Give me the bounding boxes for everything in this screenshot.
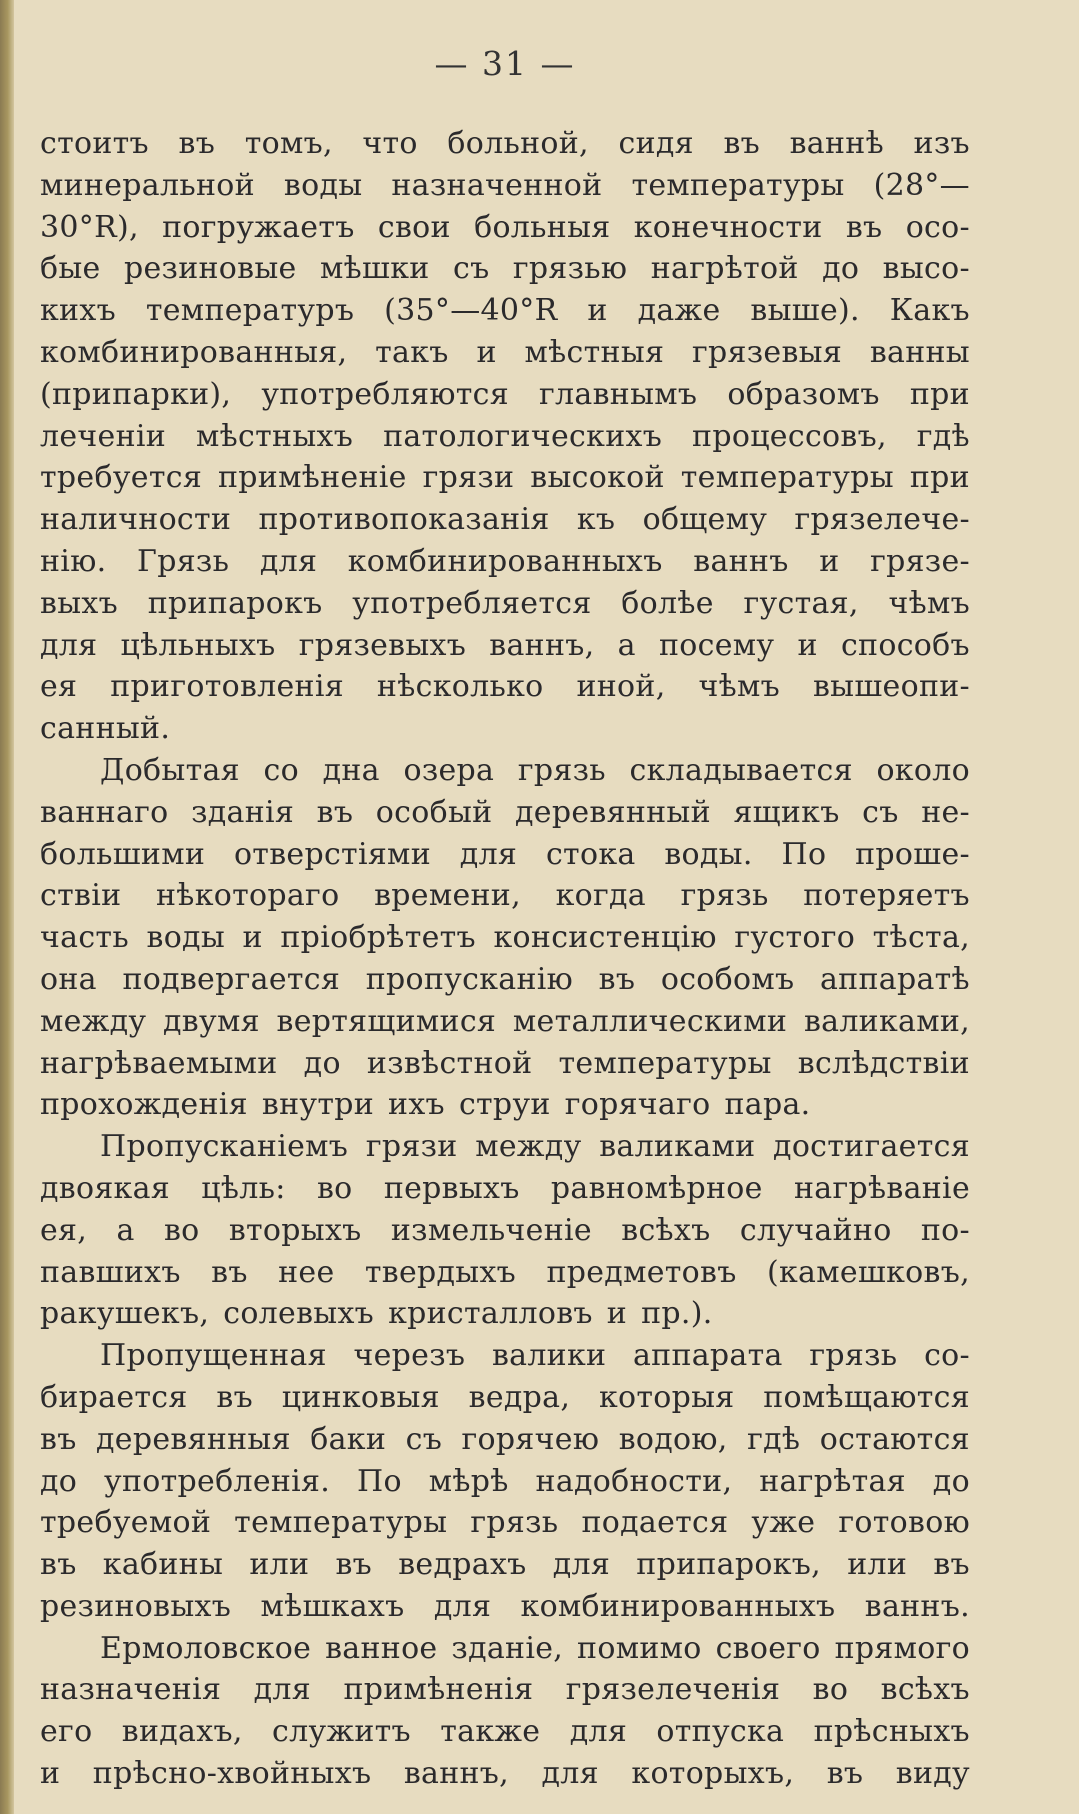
text-line: Пропущенная черезъ валики аппарата грязь со-: [100, 1338, 970, 1374]
text-line: большими отверстіями для стока воды. По проше-: [40, 836, 970, 872]
text-line: въ деревянныя баки съ горячею водою, гдѣ остаются: [40, 1421, 970, 1457]
text-line: наличности противопоказанія къ общему грязелече-: [40, 502, 970, 538]
text-line: выхъ припарокъ употребляется болѣе густая, чѣмъ: [40, 585, 970, 621]
text-line: между двумя вертящимися металлическими валиками,: [40, 1003, 970, 1039]
text-line: резиновыхъ мѣшкахъ для комбинированныхъ ваннъ.: [40, 1588, 970, 1624]
text-line: 30°R), погружаетъ свои больныя конечности въ осо-: [40, 209, 970, 245]
text-line: кихъ температуръ (35°—40°R и даже выше). Какъ: [40, 293, 970, 329]
text-line: санный.: [40, 711, 171, 747]
text-line: Ермоловское ванное зданіе, помимо своего прямого: [100, 1630, 970, 1666]
text-line: павшихъ въ нее твердыхъ предметовъ (камешковъ,: [40, 1254, 970, 1290]
book-page: [40, 0, 970, 1814]
text-line: минеральной воды назначенной температуры (28°—: [40, 167, 970, 203]
text-line: комбинированныя, такъ и мѣстныя грязевыя ванны: [40, 334, 970, 370]
text-line: до употребленія. По мѣрѣ надобности, нагрѣтая до: [40, 1463, 970, 1499]
text-line: ваннаго зданія въ особый деревянный ящикъ съ не-: [40, 794, 970, 830]
text-line: его видахъ, служитъ также для отпуска прѣсныхъ: [40, 1714, 970, 1750]
text-line: двоякая цѣль: во первыхъ равномѣрное нагрѣваніе: [40, 1170, 970, 1206]
text-line: бирается въ цинковыя ведра, которыя помѣщаются: [40, 1379, 970, 1415]
text-line: она подвергается пропусканію въ особомъ аппаратѣ: [40, 961, 970, 997]
page-binding-edge: [0, 0, 14, 1814]
page-number: — 31 —: [434, 44, 576, 83]
text-line: для цѣльныхъ грязевыхъ ваннъ, а посему и способъ: [40, 627, 970, 663]
text-line: прохожденія внутри ихъ струи горячаго пара.: [40, 1087, 811, 1123]
text-line: леченіи мѣстныхъ патологическихъ процессовъ, гдѣ: [40, 418, 970, 454]
text-line: ея, а во вторыхъ измельченіе всѣхъ случайно по-: [40, 1212, 970, 1248]
text-line: ствіи нѣкотораго времени, когда грязь потеряетъ: [40, 878, 970, 914]
text-line: и прѣсно-хвойныхъ ваннъ, для которыхъ, въ виду: [40, 1756, 970, 1792]
text-line: назначенія для примѣненія грязелеченія во всѣхъ: [40, 1672, 970, 1708]
text-line: ея приготовленія нѣсколько иной, чѣмъ вышеопи-: [40, 669, 970, 705]
text-line: (припарки), употребляются главнымъ образомъ при: [40, 376, 970, 412]
text-line: требуемой температуры грязь подается уже готовою: [40, 1505, 970, 1541]
text-line: Добытая со дна озера грязь складывается около: [100, 752, 970, 788]
text-line: стоитъ въ томъ, что больной, сидя въ ваннѣ изъ: [40, 126, 970, 161]
text-line: часть воды и пріобрѣтетъ консистенцію густого тѣста,: [40, 920, 970, 956]
text-line: ракушекъ, солевыхъ кристалловъ и пр.).: [40, 1296, 713, 1332]
text-line: нагрѣваемыми до извѣстной температуры вслѣдствіи: [40, 1045, 970, 1081]
text-line: въ кабины или въ ведрахъ для припарокъ, или въ: [40, 1547, 970, 1583]
body-text: [40, 126, 970, 1798]
text-line: нію. Грязь для комбинированныхъ ваннъ и грязе-: [40, 543, 970, 579]
text-line: Пропусканіемъ грязи между валиками достигается: [100, 1129, 970, 1165]
text-line: требуется примѣненіе грязи высокой температуры при: [40, 460, 970, 496]
text-line: бые резиновые мѣшки съ грязью нагрѣтой до высо-: [40, 251, 970, 287]
